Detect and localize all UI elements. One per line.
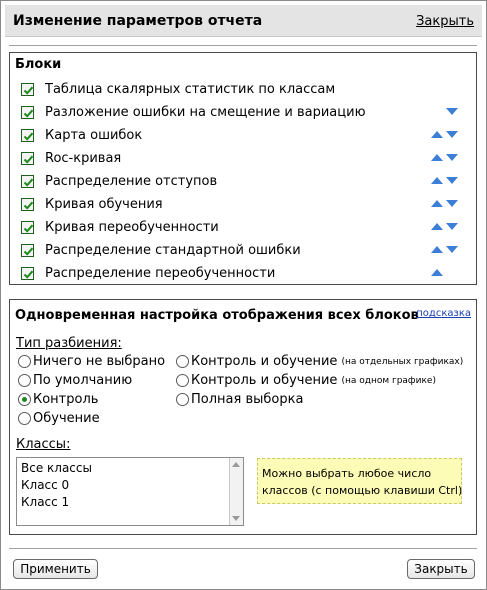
radio-control-training-separate[interactable] xyxy=(176,354,463,369)
block-checkbox[interactable] xyxy=(21,129,34,142)
block-row xyxy=(10,194,476,217)
listbox-option[interactable]: Класс 0 xyxy=(21,478,70,492)
block-label: Таблица скалярных статистик по классам xyxy=(45,82,336,97)
radio-label: Контроль и обучение xyxy=(191,373,338,388)
classes-tip xyxy=(257,458,462,504)
apply-button[interactable]: Применить xyxy=(13,559,98,579)
dialog-title: Изменение параметров отчета xyxy=(13,13,263,29)
block-label: Распределение отступов xyxy=(45,174,218,189)
move-up-icon[interactable] xyxy=(431,177,443,184)
block-row xyxy=(10,79,476,102)
hint-link[interactable]: подсказка xyxy=(416,308,471,319)
block-label: Кривая переобученности xyxy=(45,220,219,235)
block-label: Кривая обучения xyxy=(45,197,163,212)
display-settings-title: Одновременная настройка отображения всех блоков xyxy=(15,308,419,323)
radio-label: Полная выборка xyxy=(191,392,304,407)
radio-label: Ничего не выбрано xyxy=(33,354,166,369)
block-checkbox[interactable] xyxy=(21,267,34,280)
radio-full-sample[interactable] xyxy=(176,392,303,407)
radio-button[interactable] xyxy=(176,355,189,368)
checkmark-icon xyxy=(23,223,34,234)
radio-button[interactable] xyxy=(176,393,189,406)
move-up-icon[interactable] xyxy=(431,131,443,138)
scroll-down-icon[interactable] xyxy=(232,516,240,521)
block-label: Карта ошибок xyxy=(45,128,143,143)
block-checkbox[interactable] xyxy=(21,244,34,257)
move-down-icon[interactable] xyxy=(446,177,458,184)
blocks-list xyxy=(10,79,476,286)
close-link[interactable]: Закрыть xyxy=(416,14,474,29)
block-label: Roc-кривая xyxy=(45,151,122,166)
radio-label: Контроль и обучение xyxy=(191,354,338,369)
move-up-icon[interactable] xyxy=(431,246,443,253)
block-row xyxy=(10,125,476,148)
scroll-up-icon[interactable] xyxy=(232,462,240,467)
move-down-icon[interactable] xyxy=(446,154,458,161)
close-button[interactable]: Закрыть xyxy=(407,559,475,579)
radio-button[interactable] xyxy=(18,374,31,387)
radio-label: По умолчанию xyxy=(33,373,133,388)
dialog-header xyxy=(5,5,482,37)
radio-button[interactable] xyxy=(18,355,31,368)
move-up-icon[interactable] xyxy=(431,200,443,207)
radio-control[interactable] xyxy=(18,392,98,407)
radio-note: (на одном графике) xyxy=(341,375,436,386)
classes-listbox[interactable] xyxy=(16,457,244,526)
listbox-scrollbar[interactable] xyxy=(229,458,243,525)
radio-note: (на отдельных графиках) xyxy=(341,356,464,367)
move-up-icon[interactable] xyxy=(431,223,443,230)
block-row xyxy=(10,240,476,263)
split-type-label: Тип разбиения: xyxy=(16,336,122,351)
block-label: Разложение ошибки на смещение и вариацию xyxy=(45,105,366,120)
blocks-panel xyxy=(9,52,477,285)
tip-line: Можно выбрать любое число xyxy=(262,467,432,480)
divider xyxy=(9,45,477,46)
radio-label: Контроль xyxy=(33,392,99,407)
block-row xyxy=(10,102,476,125)
block-checkbox[interactable] xyxy=(21,83,34,96)
move-up-icon[interactable] xyxy=(431,154,443,161)
checkmark-icon xyxy=(23,85,34,96)
move-down-icon[interactable] xyxy=(446,246,458,253)
block-row xyxy=(10,148,476,171)
checkmark-icon xyxy=(23,200,34,211)
block-checkbox[interactable] xyxy=(21,175,34,188)
divider xyxy=(9,548,477,549)
blocks-title: Блоки xyxy=(15,57,62,72)
radio-button[interactable] xyxy=(18,412,31,425)
radio-training[interactable] xyxy=(18,411,100,426)
listbox-option[interactable]: Все классы xyxy=(21,461,92,475)
block-checkbox[interactable] xyxy=(21,198,34,211)
display-settings-panel xyxy=(9,299,477,535)
tip-line: классов (с помощью клавиши Ctrl) xyxy=(262,484,463,497)
move-up-icon[interactable] xyxy=(431,269,443,276)
radio-default[interactable] xyxy=(18,373,132,388)
radio-control-training-single[interactable] xyxy=(176,373,436,388)
block-checkbox[interactable] xyxy=(21,221,34,234)
checkmark-icon xyxy=(23,269,34,280)
move-down-icon[interactable] xyxy=(446,223,458,230)
block-checkbox[interactable] xyxy=(21,152,34,165)
block-row xyxy=(10,171,476,194)
checkmark-icon xyxy=(23,108,34,119)
block-row xyxy=(10,217,476,240)
move-down-icon[interactable] xyxy=(446,131,458,138)
block-label: Распределение стандартной ошибки xyxy=(45,243,301,258)
checkmark-icon xyxy=(23,131,34,142)
checkmark-icon xyxy=(23,246,34,257)
radio-button-selected[interactable] xyxy=(18,393,31,406)
checkmark-icon xyxy=(23,154,34,165)
block-row xyxy=(10,263,476,286)
move-down-icon[interactable] xyxy=(446,200,458,207)
radio-nothing-selected[interactable] xyxy=(18,354,165,369)
classes-label: Классы: xyxy=(16,437,71,452)
checkmark-icon xyxy=(23,177,34,188)
radio-label: Обучение xyxy=(33,411,100,426)
move-down-icon[interactable] xyxy=(446,108,458,115)
block-label: Распределение переобученности xyxy=(45,266,276,281)
listbox-option[interactable]: Класс 1 xyxy=(21,495,70,509)
block-checkbox[interactable] xyxy=(21,106,34,119)
radio-button[interactable] xyxy=(176,374,189,387)
